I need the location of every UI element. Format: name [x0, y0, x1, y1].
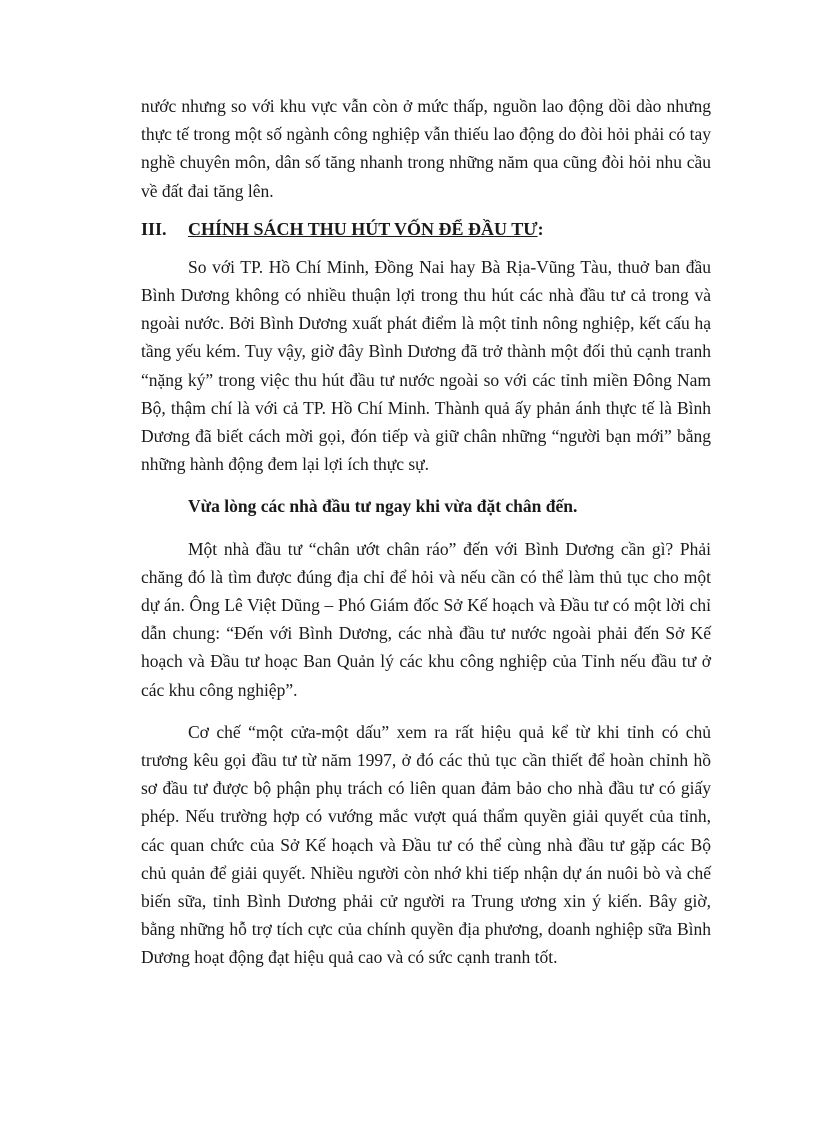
- paragraph-investment-overview: So với TP. Hồ Chí Minh, Đồng Nai hay Bà Rịa-Vũng Tàu, thuở ban đầu Bình Dương không có nhiều thuận lợi trong thu hút các nhà đầu tư cả trong và ngoài nước. Bởi Bình Dương xuất phát điểm là một tỉnh nông nghiệp, kết cấu hạ tầng yếu kém. Tuy vậy, giờ đây Bình Dương đã trở thành một đối thủ cạnh tranh “nặng ký” trong việc thu hút đầu tư nước ngoài so với các tỉnh miền Đông Nam Bộ, thậm chí là với cả TP. Hồ Chí Minh. Thành quả ấy phản ánh thực tế là Bình Dương đã biết cách mời gọi, đón tiếp và giữ chân những “người bạn mới” bằng những hành động đem lại lợi ích thực sự.: [141, 256, 711, 475]
- paragraph-one-stop-mechanism: Cơ chế “một cửa-một dấu” xem ra rất hiệu quả kể từ khi tỉnh có chủ trương kêu gọi đầu tư từ năm 1997, ở đó các thủ tục cần thiết để hoàn chỉnh hồ sơ đầu tư được bộ phận phụ trách có liên quan đảm bảo cho nhà đầu tư có giấy phép. Nếu trường hợp có vướng mắc vượt quá thẩm quyền giải quyết của tỉnh, các quan chức của Sở Kế hoạch và Đầu tư có thể cùng nhà đầu tư gặp các Bộ chủ quản để giải quyết. Nhiều người còn nhớ khi tiếp nhận dự án nuôi bò và chế biến sữa, tỉnh Bình Dương phải cử người ra Trung ương xin ý kiến. Bây giờ, bằng những hỗ trợ tích cực của chính quyền địa phương, doanh nghiệp sữa Bình Dương hoạt động đạt hiệu quả cao và có sức cạnh tranh tốt.: [141, 721, 711, 968]
- section-heading: [141, 215, 711, 243]
- opening-paragraph: nước nhưng so với khu vực vẫn còn ở mức thấp, nguồn lao động dồi dào nhưng thực tế trong một số ngành công nghiệp vẫn thiếu lao động do đòi hỏi phải có tay nghề chuyên môn, dân số tăng nhanh trong những năm qua cũng đòi hỏi nhu cầu về đất đai tăng lên.: [141, 96, 711, 201]
- subheading: Vừa lòng các nhà đầu tư ngay khi vừa đặt chân đến.: [188, 496, 578, 517]
- document-body: [141, 92, 711, 972]
- paragraph-investor-guidance: Một nhà đầu tư “chân ướt chân ráo” đến với Bình Dương cần gì? Phải chăng đó là tìm được đúng địa chỉ để hỏi và nếu cần có thể làm thủ tục cho một dự án. Ông Lê Việt Dũng – Phó Giám đốc Sở Kế hoạch và Đầu tư có một lời chỉ dẫn chung: “Đến với Bình Dương, các nhà đầu tư nước ngoài phải đến Sở Kế hoạch và Đầu tư hoạc Ban Quản lý các khu công nghiệp của Tỉnh nếu đầu tư ở các khu công nghiệp”.: [141, 538, 711, 700]
- section-title-colon: :: [537, 218, 544, 239]
- section-number: III.: [141, 218, 167, 239]
- section-title: CHÍNH SÁCH THU HÚT VỐN ĐỂ ĐẦU TƯ: [188, 218, 538, 239]
